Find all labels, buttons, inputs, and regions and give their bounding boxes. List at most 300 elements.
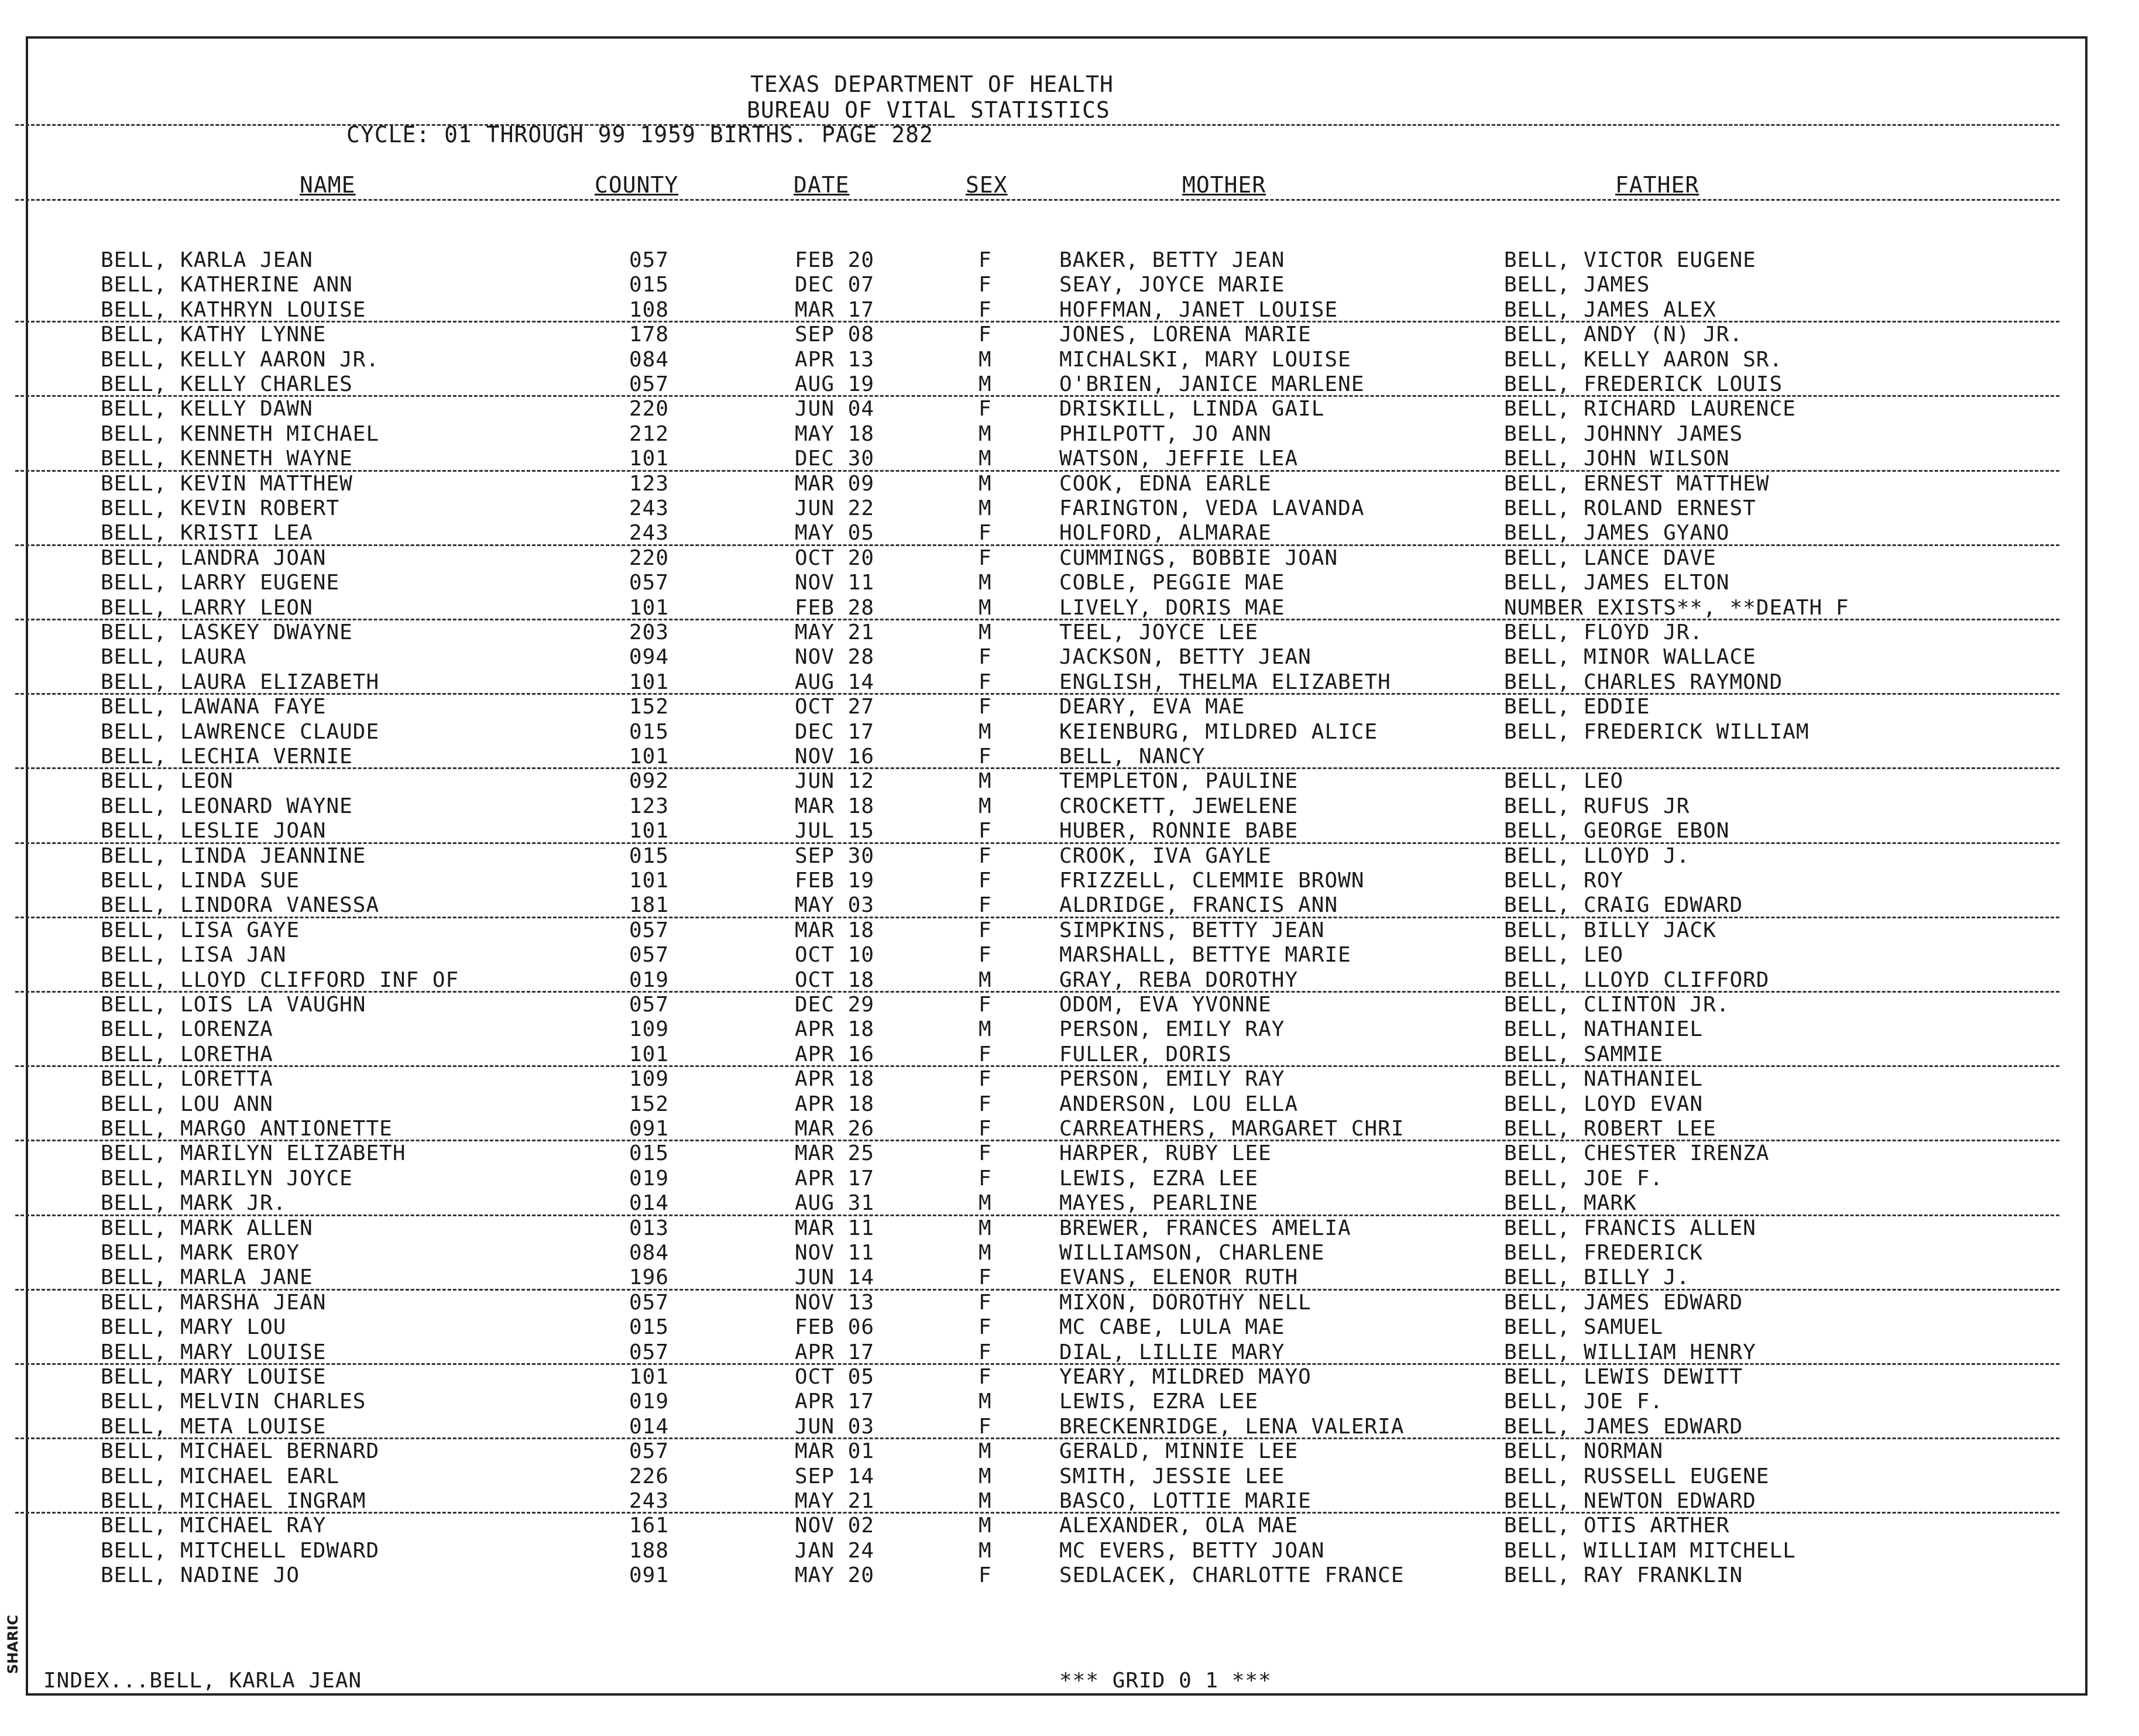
record-date: MAR 25	[795, 1141, 875, 1166]
record-name: BELL, MICHAEL BERNARD	[101, 1439, 380, 1464]
table-row	[0, 397, 2107, 422]
record-father: BELL, JAMES ALEX	[1504, 297, 1716, 322]
record-father: BELL, JAMES GYANO	[1504, 521, 1730, 545]
record-name: BELL, MARILYN JOYCE	[101, 1166, 353, 1191]
record-father: BELL, JOHN WILSON	[1504, 447, 1730, 471]
record-sex: F	[978, 1340, 992, 1364]
record-county: 019	[629, 968, 669, 992]
record-date: DEC 07	[795, 273, 875, 297]
index-footer: INDEX...BELL, KARLA JEAN	[43, 1669, 362, 1693]
record-county: 178	[629, 323, 669, 347]
record-sex: F	[978, 1166, 992, 1191]
record-name: BELL, LISA GAYE	[101, 918, 300, 942]
table-row	[0, 671, 2107, 695]
record-sex: F	[978, 943, 992, 968]
record-date: SEP 08	[795, 323, 875, 347]
record-sex: F	[978, 695, 992, 719]
record-father: BELL, SAMUEL	[1504, 1315, 1664, 1340]
record-sex: F	[978, 918, 992, 942]
record-father: BELL, LLOYD CLIFFORD	[1504, 968, 1770, 992]
bureau-title: BUREAU OF VITAL STATISTICS	[747, 97, 1110, 123]
record-date: MAR 09	[795, 471, 875, 496]
record-sex: F	[978, 1365, 992, 1389]
record-father: BELL, JOE F.	[1504, 1166, 1664, 1191]
row-separator	[15, 1437, 2059, 1439]
record-name: BELL, LASKEY DWAYNE	[101, 620, 353, 644]
record-mother: CROCKETT, JEWELENE	[1059, 794, 1299, 818]
record-name: BELL, KELLY CHARLES	[101, 372, 353, 396]
table-row	[0, 1043, 2107, 1068]
record-date: APR 17	[795, 1340, 875, 1364]
record-date: MAY 21	[795, 1489, 875, 1513]
record-name: BELL, LOIS LA VAUGHN	[101, 993, 366, 1017]
record-date: OCT 10	[795, 943, 875, 968]
record-father: BELL, FLOYD JR.	[1504, 620, 1704, 644]
record-county: 057	[629, 1290, 669, 1315]
table-row	[0, 795, 2107, 819]
record-sex: F	[978, 1315, 992, 1340]
record-sex: F	[978, 1141, 992, 1166]
table-row	[0, 1142, 2107, 1167]
record-father: BELL, RAY FRANKLIN	[1504, 1563, 1743, 1588]
record-date: AUG 19	[795, 372, 875, 396]
record-county: 188	[629, 1538, 669, 1563]
record-mother: LEWIS, EZRA LEE	[1059, 1390, 1259, 1414]
record-county: 109	[629, 1017, 669, 1042]
grid-footer: *** GRID 0 1 ***	[1059, 1669, 1272, 1693]
record-name: BELL, LINDA SUE	[101, 869, 300, 893]
record-sex: F	[978, 993, 992, 1017]
record-mother: DRISKILL, LINDA GAIL	[1059, 397, 1325, 421]
record-county: 091	[629, 1117, 669, 1141]
record-sex: M	[978, 1017, 992, 1042]
table-row	[0, 993, 2107, 1018]
record-date: MAR 18	[795, 794, 875, 818]
record-mother: FULLER, DORIS	[1059, 1042, 1232, 1066]
record-father: BELL, LEWIS DEWITT	[1504, 1365, 1743, 1389]
record-name: BELL, LARRY EUGENE	[101, 571, 340, 595]
record-date: NOV 28	[795, 645, 875, 670]
record-date: MAR 18	[795, 918, 875, 942]
record-county: 015	[629, 1315, 669, 1340]
record-sex: F	[978, 893, 992, 918]
record-father: BELL, JOHNNY JAMES	[1504, 421, 1743, 446]
record-sex: M	[978, 471, 992, 496]
record-mother: TEMPLETON, PAULINE	[1059, 769, 1299, 794]
record-name: BELL, LLOYD CLIFFORD INF OF	[101, 968, 459, 992]
record-name: BELL, KELLY DAWN	[101, 397, 313, 421]
record-father: BELL, WILLIAM HENRY	[1504, 1340, 1756, 1364]
record-date: NOV 02	[795, 1514, 875, 1538]
record-father: BELL, RUFUS JR	[1504, 794, 1690, 818]
record-county: 084	[629, 347, 669, 372]
record-name: BELL, KEVIN ROBERT	[101, 496, 340, 520]
record-sex: M	[978, 794, 992, 818]
record-name: BELL, KARLA JEAN	[101, 248, 313, 272]
record-mother: PERSON, EMILY RAY	[1059, 1017, 1285, 1042]
row-separator	[15, 1512, 2059, 1514]
table-row	[0, 1539, 2107, 1564]
record-name: BELL, LAURA ELIZABETH	[101, 670, 380, 694]
record-father: BELL, VICTOR EUGENE	[1504, 248, 1756, 272]
record-sex: M	[978, 1514, 992, 1538]
record-name: BELL, LINDORA VANESSA	[101, 893, 380, 918]
record-sex: M	[978, 421, 992, 446]
record-sex: F	[978, 843, 992, 868]
table-row	[0, 621, 2107, 646]
record-mother: COOK, EDNA EARLE	[1059, 471, 1272, 496]
record-county: 015	[629, 1141, 669, 1166]
record-father: BELL, CLINTON JR.	[1504, 993, 1730, 1017]
record-sex: F	[978, 521, 992, 545]
record-mother: LIVELY, DORIS MAE	[1059, 595, 1285, 620]
record-father: BELL, MINOR WALLACE	[1504, 645, 1756, 670]
table-row	[0, 1366, 2107, 1390]
table-row	[0, 1291, 2107, 1316]
row-separator	[15, 842, 2059, 844]
table-row	[0, 845, 2107, 869]
record-date: APR 18	[795, 1017, 875, 1042]
record-sex: F	[978, 397, 992, 421]
record-father: BELL, LLOYD J.	[1504, 843, 1690, 868]
record-county: 108	[629, 297, 669, 322]
table-row	[0, 1117, 2107, 1142]
record-county: 057	[629, 943, 669, 968]
record-date: JUN 12	[795, 769, 875, 794]
record-date: APR 13	[795, 347, 875, 372]
record-county: 057	[629, 571, 669, 595]
record-sex: F	[978, 1117, 992, 1141]
table-row	[0, 1341, 2107, 1366]
record-county: 057	[629, 918, 669, 942]
record-name: BELL, KATHRYN LOUISE	[101, 297, 366, 322]
record-name: BELL, META LOUISE	[101, 1414, 327, 1439]
record-date: OCT 20	[795, 545, 875, 570]
record-mother: WILLIAMSON, CHARLENE	[1059, 1241, 1325, 1265]
table-row	[0, 745, 2107, 770]
table-row	[0, 1415, 2107, 1440]
record-name: BELL, LORENZA	[101, 1017, 273, 1042]
record-date: APR 18	[795, 1092, 875, 1116]
record-county: 161	[629, 1514, 669, 1538]
record-date: MAR 11	[795, 1216, 875, 1240]
record-mother: JONES, LORENA MARIE	[1059, 323, 1311, 347]
record-father: NUMBER EXISTS**, **DEATH F	[1504, 595, 1849, 620]
record-date: SEP 14	[795, 1464, 875, 1488]
table-row	[0, 969, 2107, 993]
record-name: BELL, MARK ALLEN	[101, 1216, 313, 1240]
record-mother: MARSHALL, BETTYE MARIE	[1059, 943, 1351, 968]
record-mother: MIXON, DOROTHY NELL	[1059, 1290, 1311, 1315]
record-mother: COBLE, PEGGIE MAE	[1059, 571, 1285, 595]
table-row	[0, 869, 2107, 894]
record-name: BELL, KELLY AARON JR.	[101, 347, 380, 372]
record-sex: M	[978, 1241, 992, 1265]
row-separator	[15, 470, 2059, 472]
record-father: BELL, JAMES ELTON	[1504, 571, 1730, 595]
record-mother: ANDERSON, LOU ELLA	[1059, 1092, 1299, 1116]
record-name: BELL, LECHIA VERNIE	[101, 745, 353, 768]
record-county: 101	[629, 819, 669, 843]
record-date: JUL 15	[795, 819, 875, 843]
col-date: DATE	[794, 172, 850, 198]
record-father: BELL, CHARLES RAYMOND	[1504, 670, 1783, 694]
record-father: BELL, NORMAN	[1504, 1439, 1664, 1464]
record-name: BELL, MITCHELL EDWARD	[101, 1538, 380, 1563]
record-name: BELL, LORETTA	[101, 1067, 273, 1092]
record-mother: MC EVERS, BETTY JOAN	[1059, 1538, 1325, 1563]
record-county: 101	[629, 595, 669, 620]
table-row	[0, 1093, 2107, 1117]
record-date: APR 17	[795, 1166, 875, 1191]
record-county: 057	[629, 372, 669, 396]
row-separator	[15, 1363, 2059, 1365]
table-row	[0, 423, 2107, 447]
row-separator	[15, 395, 2059, 397]
record-father: BELL, WILLIAM MITCHELL	[1504, 1538, 1796, 1563]
record-county: 123	[629, 794, 669, 818]
table-row	[0, 497, 2107, 522]
record-mother: DIAL, LILLIE MARY	[1059, 1340, 1285, 1364]
table-row	[0, 1018, 2107, 1042]
record-father: BELL, JAMES	[1504, 273, 1650, 297]
record-county: 101	[629, 745, 669, 768]
record-sex: F	[978, 819, 992, 843]
record-mother: DEARY, EVA MAE	[1059, 695, 1245, 719]
table-row	[0, 547, 2107, 571]
record-name: BELL, LOU ANN	[101, 1092, 273, 1116]
record-county: 015	[629, 719, 669, 744]
record-county: 015	[629, 843, 669, 868]
record-mother: CARREATHERS, MARGARET CHRI	[1059, 1117, 1405, 1141]
record-sex: F	[978, 645, 992, 670]
record-date: NOV 11	[795, 1241, 875, 1265]
record-sex: F	[978, 297, 992, 322]
record-father: BELL, NATHANIEL	[1504, 1017, 1704, 1042]
record-name: BELL, LINDA JEANNINE	[101, 843, 366, 868]
record-father: BELL, JOE F.	[1504, 1390, 1664, 1414]
record-county: 243	[629, 496, 669, 520]
table-row	[0, 1490, 2107, 1514]
table-row	[0, 596, 2107, 621]
record-name: BELL, MARLA JANE	[101, 1265, 313, 1290]
record-father: BELL, FREDERICK LOUIS	[1504, 372, 1783, 396]
divider-top	[15, 124, 2059, 126]
table-row	[0, 1564, 2107, 1589]
record-sex: M	[978, 1191, 992, 1216]
table-row	[0, 1514, 2107, 1539]
record-mother: LEWIS, EZRA LEE	[1059, 1166, 1259, 1191]
record-sex: M	[978, 719, 992, 744]
record-name: BELL, LESLIE JOAN	[101, 819, 327, 843]
record-father: BELL, BILLY J.	[1504, 1265, 1690, 1290]
table-row	[0, 721, 2107, 745]
record-sex: F	[978, 323, 992, 347]
record-father: BELL, MARK	[1504, 1191, 1637, 1216]
record-father: BELL, FREDERICK	[1504, 1241, 1704, 1265]
record-county: 101	[629, 670, 669, 694]
record-date: DEC 17	[795, 719, 875, 744]
record-father: BELL, CRAIG EDWARD	[1504, 893, 1743, 918]
record-father: BELL, GEORGE EBON	[1504, 819, 1730, 843]
record-date: FEB 06	[795, 1315, 875, 1340]
table-row	[0, 1241, 2107, 1266]
record-date: JUN 03	[795, 1414, 875, 1439]
row-separator	[15, 1289, 2059, 1291]
record-date: MAR 17	[795, 297, 875, 322]
record-mother: SIMPKINS, BETTY JEAN	[1059, 918, 1325, 942]
record-county: 015	[629, 273, 669, 297]
record-county: 057	[629, 1439, 669, 1464]
record-date: JUN 14	[795, 1265, 875, 1290]
record-father: BELL, FREDERICK WILLIAM	[1504, 719, 1810, 744]
record-county: 013	[629, 1216, 669, 1240]
record-date: AUG 31	[795, 1191, 875, 1216]
record-father: BELL, ERNEST MATTHEW	[1504, 471, 1770, 496]
record-county: 084	[629, 1241, 669, 1265]
record-name: BELL, KEVIN MATTHEW	[101, 471, 353, 496]
record-sex: M	[978, 620, 992, 644]
record-county: 014	[629, 1191, 669, 1216]
record-sex: F	[978, 273, 992, 297]
record-mother: BELL, NANCY	[1059, 745, 1206, 768]
record-father: BELL, LANCE DAVE	[1504, 545, 1716, 570]
table-row	[0, 1390, 2107, 1415]
record-father: BELL, NEWTON EDWARD	[1504, 1489, 1756, 1513]
record-mother: CUMMINGS, BOBBIE JOAN	[1059, 545, 1338, 570]
record-mother: BRECKENRIDGE, LENA VALERIA	[1059, 1414, 1405, 1439]
record-name: BELL, MARK EROY	[101, 1241, 300, 1265]
record-father: BELL, LEO	[1504, 943, 1624, 968]
record-date: DEC 29	[795, 993, 875, 1017]
record-sex: F	[978, 745, 992, 768]
table-row	[0, 770, 2107, 794]
record-sex: M	[978, 1538, 992, 1563]
record-county: 057	[629, 993, 669, 1017]
row-separator	[15, 917, 2059, 918]
record-date: MAR 01	[795, 1439, 875, 1464]
cycle-line: CYCLE: 01 THROUGH 99 1959 BIRTHS. PAGE 282	[346, 122, 933, 147]
record-sex: M	[978, 447, 992, 471]
record-county: 243	[629, 1489, 669, 1513]
record-county: 220	[629, 545, 669, 570]
record-father: BELL, RICHARD LAURENCE	[1504, 397, 1796, 421]
record-name: BELL, NADINE JO	[101, 1563, 300, 1588]
record-mother: O'BRIEN, JANICE MARLENE	[1059, 372, 1365, 396]
record-date: MAY 21	[795, 620, 875, 644]
record-name: BELL, MARILYN ELIZABETH	[101, 1141, 406, 1166]
col-mother: MOTHER	[1182, 172, 1266, 198]
record-father: BELL, KELLY AARON SR.	[1504, 347, 1783, 372]
record-father: BELL, RUSSELL EUGENE	[1504, 1464, 1770, 1488]
row-separator	[15, 1214, 2059, 1216]
record-date: FEB 28	[795, 595, 875, 620]
record-sex: F	[978, 1042, 992, 1066]
table-row	[0, 1068, 2107, 1092]
table-row	[0, 299, 2107, 323]
record-father: BELL, ANDY (N) JR.	[1504, 323, 1743, 347]
record-mother: HUBER, RONNIE BABE	[1059, 819, 1299, 843]
record-sex: F	[978, 1563, 992, 1588]
record-county: 123	[629, 471, 669, 496]
record-sex: M	[978, 1489, 992, 1513]
record-county: 019	[629, 1390, 669, 1414]
record-date: MAY 03	[795, 893, 875, 918]
record-father: BELL, ROY	[1504, 869, 1624, 893]
record-father: BELL, JAMES EDWARD	[1504, 1290, 1743, 1315]
dept-title: TEXAS DEPARTMENT OF HEALTH	[750, 71, 1114, 97]
record-sex: F	[978, 1414, 992, 1439]
record-sex: M	[978, 1390, 992, 1414]
record-county: 226	[629, 1464, 669, 1488]
record-sex: M	[978, 769, 992, 794]
record-mother: SMITH, JESSIE LEE	[1059, 1464, 1285, 1488]
record-name: BELL, MARY LOUISE	[101, 1365, 327, 1389]
record-name: BELL, MARK JR.	[101, 1191, 287, 1216]
table-row	[0, 944, 2107, 968]
record-name: BELL, KENNETH MICHAEL	[101, 421, 380, 446]
record-county: 014	[629, 1414, 669, 1439]
record-county: 243	[629, 521, 669, 545]
row-separator	[15, 321, 2059, 323]
record-mother: SEDLACEK, CHARLOTTE FRANCE	[1059, 1563, 1405, 1588]
record-sex: F	[978, 1290, 992, 1315]
record-sex: F	[978, 1092, 992, 1116]
record-mother: KEIENBURG, MILDRED ALICE	[1059, 719, 1378, 744]
record-county: 101	[629, 1042, 669, 1066]
col-father: FATHER	[1615, 172, 1699, 198]
record-date: NOV 13	[795, 1290, 875, 1315]
record-county: 101	[629, 447, 669, 471]
record-date: NOV 11	[795, 571, 875, 595]
record-father: BELL, LEO	[1504, 769, 1624, 794]
record-date: APR 17	[795, 1390, 875, 1414]
table-row	[0, 1217, 2107, 1241]
record-date: APR 16	[795, 1042, 875, 1066]
record-date: FEB 20	[795, 248, 875, 272]
record-sex: M	[978, 1464, 992, 1488]
record-date: SEP 30	[795, 843, 875, 868]
record-sex: M	[978, 372, 992, 396]
record-date: DEC 30	[795, 447, 875, 471]
record-name: BELL, LAWANA FAYE	[101, 695, 327, 719]
record-mother: HOFFMAN, JANET LOUISE	[1059, 297, 1338, 322]
record-father: BELL, BILLY JACK	[1504, 918, 1716, 942]
record-mother: ENGLISH, THELMA ELIZABETH	[1059, 670, 1391, 694]
record-mother: HOLFORD, ALMARAE	[1059, 521, 1272, 545]
record-date: APR 18	[795, 1067, 875, 1092]
table-row	[0, 646, 2107, 670]
record-county: 101	[629, 869, 669, 893]
record-name: BELL, MICHAEL INGRAM	[101, 1489, 366, 1513]
record-date: OCT 05	[795, 1365, 875, 1389]
record-mother: PERSON, EMILY RAY	[1059, 1067, 1285, 1092]
record-date: MAR 26	[795, 1117, 875, 1141]
table-row	[0, 323, 2107, 348]
col-sex: SEX	[966, 172, 1008, 198]
side-label: SHARIC	[5, 1615, 21, 1674]
record-date: JAN 24	[795, 1538, 875, 1563]
record-sex: M	[978, 347, 992, 372]
row-separator	[15, 767, 2059, 769]
divider-header	[15, 199, 2059, 201]
record-name: BELL, MARSHA JEAN	[101, 1290, 327, 1315]
col-county: COUNTY	[595, 172, 679, 198]
row-separator	[15, 991, 2059, 993]
row-separator	[15, 693, 2059, 695]
table-row	[0, 249, 2107, 273]
table-row	[0, 819, 2107, 844]
